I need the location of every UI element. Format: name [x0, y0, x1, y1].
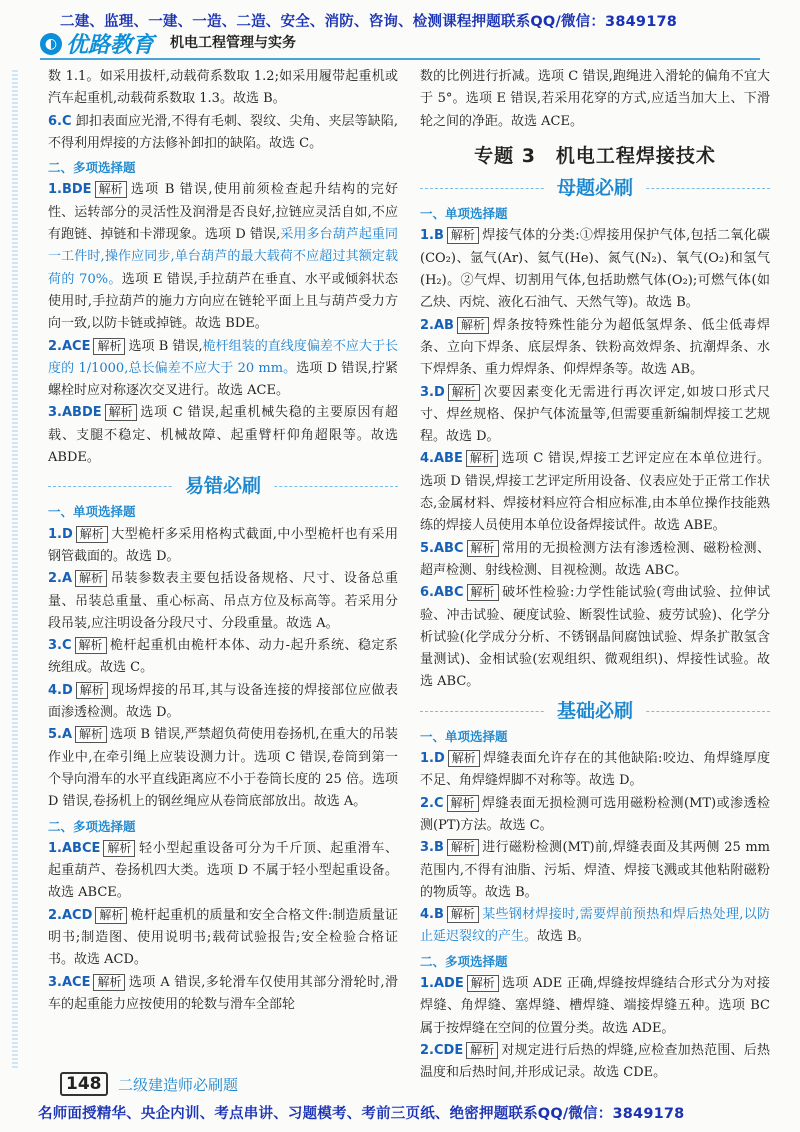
answer-number: 5.A: [48, 727, 73, 743]
answer-text: 常用的无损检测方法有渗透检测、磁粉检测、超声检测、射线检测、目视检测。故选 ABC。: [420, 540, 770, 578]
answer-text: 桅杆起重机的质量和安全合格文件:制造质量证明书;制造图、使用说明书;载荷试验报告;安全检验合格证书。故选 ACD。: [48, 907, 398, 968]
answer-item: [420, 748, 770, 793]
analysis-tag: 解析: [95, 181, 127, 198]
answer-text: 现场焊接的吊耳,其与设备连接的焊接部位应做表面渗透检测。故选 D。: [48, 682, 398, 721]
answer-text: 焊接气体的分类:①焊接用保护气体,包括二氧化碳(CO₂)、氩气(Ar)、氦气(He)、氮气(N₂)、氧气(O₂)和氢气(H₂)。②气焊、切割用气体,包括助燃气体(O₂);可燃气体(如乙炔、丙烷、液化石油气、天然气等)。故选 B。: [420, 228, 770, 311]
answer-number: 1.ABCE: [48, 840, 101, 856]
answer-text: 选项 ADE 正确,焊缝按焊缝结合形式分为对接焊缝、角焊缝、塞焊缝、槽焊缝、端接焊缝五种。选项 BC 属于按焊缝在空间的位置分类。故选 ADE。: [420, 975, 770, 1036]
answer-text: 选项 C 错误,起重机械失稳的主要原因有超载、支腿不稳定、机械故障、起重臂杆仰角超限等。故选 ABDE。: [48, 405, 398, 466]
answer-number: 4.ABE: [420, 451, 463, 467]
answer-text: 焊缝表面允许存在的其他缺陷:咬边、角焊缝厚度不足、角焊缝焊脚不对称等。故选 D。: [420, 751, 770, 789]
brand-logo: [40, 28, 154, 59]
subsection-heading: 一、单项选择题: [420, 206, 508, 222]
answer-item: [420, 973, 770, 1040]
answer-text: 选项 C 错误,焊接工艺评定应在本单位进行。选项 D 错误,焊接工艺评定所用设备、仪表应处于正常工作状态,金属材料、焊接材料应符合相应标准,由本单位操作技能熟练的焊接人员使用本单位设备焊接试件。故选 ABE。: [420, 451, 770, 534]
answer-number: 3.ACE: [48, 974, 91, 990]
right-column: [420, 66, 770, 1084]
answer-item: [48, 635, 398, 680]
answer-item: [420, 448, 770, 537]
subsection-heading: 一、单项选择题: [48, 504, 136, 520]
paragraph: 数的比例进行折减。选项 C 错误,跑绳进入滑轮的偏角不宜大于 5°。选项 E 错误,若采用花穿的方式,应适当加大上、下滑轮之间的净距。故选 ACE。: [420, 69, 770, 129]
highlight-text: 采用多台葫芦起重同一工件时,操作应同步,单台葫芦的最大载荷不应超过其额定载荷的 70%。: [48, 227, 398, 287]
answer-item: [48, 838, 398, 905]
analysis-tag: 解析: [448, 384, 480, 401]
answer-text: 选项 B 错误,使用前须检查起升结构的完好性、运转部分的灵活性及润滑是否良好,拉链应灵活自如,不应有跑链、掉链和卡滞现象。选项 D 错误,: [48, 182, 398, 243]
analysis-tag: 解析: [447, 227, 479, 244]
answer-text: 选项 D 错误,拧紧螺栓时应对称逐次交叉进行。故选 ACE。: [48, 360, 398, 399]
answer-text: 进行磁粉检测(MT)前,焊缝表面及其两侧 25 mm 范围内,不得有油脂、污垢、焊渣、焊接飞溅或其他粘附磁粉的物质等。故选 B。: [420, 840, 770, 900]
answer-number: 2.ACE: [48, 338, 91, 354]
analysis-tag: 解析: [105, 404, 137, 421]
answer-number: 2.CDE: [420, 1042, 464, 1058]
answer-item: [420, 382, 770, 449]
answer-text: 故选 B。: [537, 929, 590, 945]
header-title: 机电工程管理与实务: [170, 35, 296, 51]
answer-number: 1.D: [420, 751, 445, 767]
subsection-heading: 二、多项选择题: [48, 160, 136, 176]
answer-text: 焊条按特殊性能分为超低氢焊条、低尘低毒焊条、立向下焊条、底层焊条、铁粉高效焊条、抗潮焊条、水下焊焊条、重力焊焊条、仰焊焊条等。故选 AB。: [420, 317, 770, 378]
answer-number: 2.AB: [420, 317, 454, 333]
answer-item: [420, 793, 770, 838]
analysis-tag: 解析: [467, 975, 499, 992]
highlight-text: 桅杆组装的直线度偏差不应大于长度的 1/1000,总长偏差不应大于 20 mm。: [48, 338, 398, 376]
answer-number: 3.ABDE: [48, 405, 102, 421]
analysis-tag: 解析: [457, 317, 489, 334]
answer-number: 2.ACD: [48, 907, 93, 923]
answer-number: 5.ABC: [420, 540, 464, 556]
answer-number: 3.B: [420, 840, 444, 856]
analysis-tag: 解析: [75, 570, 107, 587]
top-promo-banner: 二建、监理、一建、一造、二造、安全、消防、咨询、检测课程押题联系QQ/微信：3849178: [60, 14, 678, 30]
analysis-tag: 解析: [467, 540, 499, 557]
analysis-tag: 解析: [447, 795, 479, 812]
analysis-tag: 解析: [103, 840, 135, 857]
answer-item: [420, 582, 770, 693]
analysis-tag: 解析: [95, 907, 127, 924]
answer-number: 3.C: [48, 638, 72, 654]
answer-item: [48, 724, 398, 813]
answer-item: [48, 680, 398, 725]
answer-item: [48, 179, 398, 335]
analysis-tag: 解析: [466, 1042, 498, 1059]
answer-number: 6.ABC: [420, 585, 464, 601]
answer-item: [420, 837, 770, 904]
answer-item: [48, 111, 398, 156]
answer-item: [48, 402, 398, 469]
highlight-text: 某些钢材焊接时,需要焊前预热和焊后热处理,以防止延迟裂纹的产生。: [420, 907, 770, 945]
subsection-heading: 二、多项选择题: [420, 953, 508, 969]
analysis-tag: 解析: [76, 526, 108, 543]
answer-item: [420, 1040, 770, 1085]
header-divider: [40, 58, 760, 60]
analysis-tag: 解析: [93, 974, 125, 991]
answer-item: [48, 905, 398, 972]
answer-item: [48, 524, 398, 569]
logo-text: 优路教育: [66, 33, 155, 58]
answer-item: [420, 225, 770, 314]
answer-text: 桅杆起重机由桅杆本体、动力-起升系统、稳定系统组成。故选 C。: [48, 638, 398, 676]
analysis-tag: 解析: [466, 450, 498, 467]
answer-text: 卸扣表面应光滑,不得有毛刺、裂纹、尖角、夹层等缺陷,不得利用焊接的方法修补卸扣的缺陷。故选 C。: [48, 113, 398, 151]
analysis-tag: 解析: [447, 839, 479, 856]
answer-text: 选项 B 错误,: [128, 338, 203, 354]
page-number: 148: [60, 1072, 108, 1096]
topic-title: 专题 3 机电工程焊接技术: [474, 144, 716, 167]
section-banner-base: 基础必刷: [420, 698, 770, 724]
left-column: [48, 66, 398, 1016]
analysis-tag: 解析: [448, 750, 480, 767]
answer-text: 选项 E 错误,手拉葫芦在垂直、水平或倾斜状态使用时,手拉葫芦的施力方向应在链轮平面上且与葫芦受力方向一致,以防卡链或掉链。故选 BDE。: [48, 271, 399, 332]
section-banner-mother: 母题必刷: [420, 175, 770, 201]
page-header: [40, 28, 760, 58]
answer-text: 轻小型起重设备可分为千斤顶、起重滑车、起重葫芦、卷扬机四大类。选项 D 不属于轻小型起重设备。故选 ABCE。: [48, 840, 398, 901]
answer-text: 破坏性检验:力学性能试验(弯曲试验、拉伸试验、冲击试验、硬度试验、断裂性试验、疲劳试验)、化学分析试验(化学成分分析、不锈钢晶间腐蚀试验、焊条扩散氢含量测试)、金相试验(宏观组织、微观组织)、焊接性试验。故选 ABC。: [420, 585, 770, 690]
section-banner-easy: 易错必刷: [48, 473, 398, 499]
answer-number: 2.C: [420, 795, 444, 811]
analysis-tag: 解析: [75, 726, 107, 743]
answer-text: 大型桅杆多采用格构式截面,中小型桅杆也有采用钢管截面的。故选 D。: [48, 526, 398, 564]
logo-icon: ◐: [40, 33, 62, 55]
answer-item: [48, 336, 398, 403]
answer-text: 焊缝表面无损检测可选用磁粉检测(MT)或渗透检测(PT)方法。故选 C。: [420, 795, 770, 833]
analysis-tag: 解析: [93, 338, 125, 355]
answer-item: [48, 972, 398, 1017]
bottom-promo-banner: 名师面授精华、央企内训、考点串讲、习题模考、考前三页纸、绝密押题联系QQ/微信：3849178: [38, 1106, 685, 1122]
answer-number: 4.B: [420, 907, 444, 923]
answer-item: [420, 904, 770, 949]
analysis-tag: 解析: [467, 584, 499, 601]
decorative-spine: [12, 70, 18, 1070]
answer-item: [420, 538, 770, 583]
answer-text: 选项 A 错误,多轮滑车仅使用其部分滑轮时,滑车的起重能力应按使用的轮数与滑车全部轮: [48, 974, 398, 1012]
answer-number: 1.ADE: [420, 975, 464, 991]
answer-text: 吊装参数表主要包括设备规格、尺寸、设备总重量、吊装总重量、重心标高、吊点方位及标高等。若采用分段吊装,应注明设备分段尺寸、分段重量。故选 A。: [48, 571, 398, 631]
analysis-tag: 解析: [76, 682, 108, 699]
analysis-tag: 解析: [75, 637, 107, 654]
answer-text: 对规定进行后热的焊缝,应检查加热范围、后热温度和后热时间,并形成记录。故选 CDE。: [420, 1042, 770, 1081]
subsection-heading: 一、单项选择题: [420, 728, 508, 744]
subsection-heading: 二、多项选择题: [48, 818, 136, 834]
analysis-tag: 解析: [447, 906, 479, 923]
answer-number: 1.D: [48, 526, 73, 542]
answer-number: 4.D: [48, 682, 73, 698]
answer-number: 1.B: [420, 228, 444, 244]
answer-number: 1.BDE: [48, 182, 92, 198]
answer-number: 3.D: [420, 384, 445, 400]
answer-text: 次要因素变化无需进行再次评定,如坡口形式尺寸、焊丝规格、保护气体流量等,但需要重新编制焊接工艺规程。故选 D。: [420, 384, 770, 445]
answer-item: [48, 568, 398, 635]
book-title: 二级建造师必刷题: [118, 1076, 239, 1094]
answer-number: 6.C: [48, 113, 72, 129]
answer-item: [420, 315, 770, 382]
paragraph: 数 1.1。如采用拔杆,动载荷系数取 1.2;如采用履带起重机或汽车起重机,动载荷系数取 1.3。故选 B。: [48, 69, 398, 107]
answer-text: 选项 B 错误,严禁超负荷使用卷扬机,在重大的吊装作业中,在牵引绳上应装设测力计。选项 C 错误,卷筒到第一个导向滑车的水平直线距离应不小于卷筒长度的 25 倍。选项 D 错误,卷扬机上的钢丝绳应从卷筒底部放出。故选 A。: [48, 727, 398, 810]
answer-number: 2.A: [48, 571, 73, 587]
